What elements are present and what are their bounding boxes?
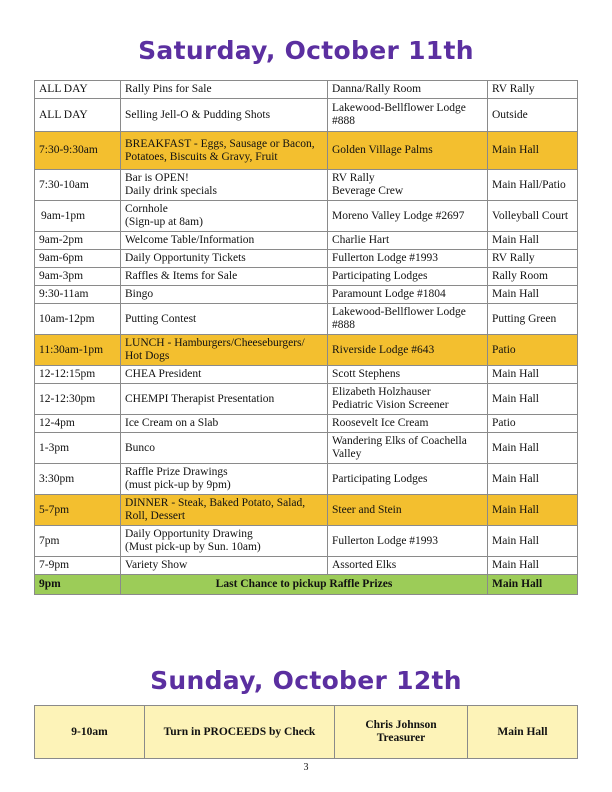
saturday-schedule-body <box>35 81 578 595</box>
schedule-time: 9am-1pm <box>35 201 121 232</box>
saturday-schedule-table <box>34 80 578 595</box>
schedule-host: Fullerton Lodge #1993 <box>328 250 488 268</box>
schedule-host: Elizabeth Holzhauser Pediatric Vision Screener <box>328 384 488 415</box>
schedule-event: Daily Opportunity Tickets <box>121 250 328 268</box>
schedule-host: Golden Village Palms <box>328 132 488 170</box>
schedule-event: Rally Pins for Sale <box>121 81 328 99</box>
schedule-location: RV Rally <box>488 250 578 268</box>
schedule-row <box>35 132 578 170</box>
schedule-host: Danna/Rally Room <box>328 81 488 99</box>
schedule-host: Wandering Elks of Coachella Valley <box>328 433 488 464</box>
schedule-host: Lakewood-Bellflower Lodge #888 <box>328 304 488 335</box>
schedule-location: RV Rally <box>488 81 578 99</box>
schedule-location: Main Hall <box>488 495 578 526</box>
schedule-time: 9am-3pm <box>35 268 121 286</box>
schedule-time: 12-12:30pm <box>35 384 121 415</box>
schedule-time: 7pm <box>35 526 121 557</box>
schedule-time: 12-4pm <box>35 415 121 433</box>
sunday-title: Sunday, October 12th <box>150 666 462 695</box>
schedule-host: Lakewood-Bellflower Lodge #888 <box>328 99 488 132</box>
page-number: 3 <box>303 762 309 773</box>
schedule-time: 9am-6pm <box>35 250 121 268</box>
schedule-event: Putting Contest <box>121 304 328 335</box>
schedule-location: Main Hall <box>488 464 578 495</box>
schedule-host: Participating Lodges <box>328 268 488 286</box>
schedule-event: Variety Show <box>121 557 328 575</box>
schedule-row <box>35 433 578 464</box>
schedule-row <box>35 495 578 526</box>
schedule-time: 1-3pm <box>35 433 121 464</box>
schedule-time: 12-12:15pm <box>35 366 121 384</box>
schedule-time: 10am-12pm <box>35 304 121 335</box>
schedule-row <box>35 232 578 250</box>
schedule-row <box>35 250 578 268</box>
sunday-event: Turn in PROCEEDS by Check <box>145 706 335 759</box>
schedule-time: 11:30am-1pm <box>35 335 121 366</box>
schedule-location: Patio <box>488 335 578 366</box>
final-schedule-row <box>35 575 578 595</box>
schedule-location: Outside <box>488 99 578 132</box>
schedule-event: Selling Jell-O & Pudding Shots <box>121 99 328 132</box>
schedule-row <box>35 286 578 304</box>
schedule-row <box>35 415 578 433</box>
schedule-host: Participating Lodges <box>328 464 488 495</box>
schedule-host: Charlie Hart <box>328 232 488 250</box>
schedule-event: Cornhole (Sign-up at 8am) <box>121 201 328 232</box>
schedule-location: Main Hall <box>488 232 578 250</box>
schedule-host: Paramount Lodge #1804 <box>328 286 488 304</box>
sunday-row <box>35 706 578 759</box>
schedule-event: Bunco <box>121 433 328 464</box>
schedule-host: RV Rally Beverage Crew <box>328 170 488 201</box>
schedule-location: Main Hall/Patio <box>488 170 578 201</box>
schedule-event: Welcome Table/Information <box>121 232 328 250</box>
final-time: 9pm <box>35 575 121 595</box>
schedule-row <box>35 304 578 335</box>
schedule-event: CHEMPI Therapist Presentation <box>121 384 328 415</box>
schedule-event: BREAKFAST - Eggs, Sausage or Bacon, Potatoes, Biscuits & Gravy, Fruit <box>121 132 328 170</box>
schedule-row <box>35 464 578 495</box>
schedule-location: Rally Room <box>488 268 578 286</box>
schedule-location: Main Hall <box>488 384 578 415</box>
schedule-time: 7-9pm <box>35 557 121 575</box>
schedule-event: Bingo <box>121 286 328 304</box>
schedule-host: Roosevelt Ice Cream <box>328 415 488 433</box>
schedule-row <box>35 366 578 384</box>
schedule-location: Patio <box>488 415 578 433</box>
schedule-location: Volleyball Court <box>488 201 578 232</box>
schedule-location: Main Hall <box>488 366 578 384</box>
schedule-event: Ice Cream on a Slab <box>121 415 328 433</box>
schedule-location: Putting Green <box>488 304 578 335</box>
schedule-host: Assorted Elks <box>328 557 488 575</box>
schedule-row <box>35 384 578 415</box>
schedule-row <box>35 81 578 99</box>
schedule-time: 7:30-9:30am <box>35 132 121 170</box>
schedule-time: 3:30pm <box>35 464 121 495</box>
schedule-time: ALL DAY <box>35 81 121 99</box>
schedule-host: Steer and Stein <box>328 495 488 526</box>
saturday-title: Saturday, October 11th <box>138 36 474 65</box>
schedule-time: 7:30-10am <box>35 170 121 201</box>
sunday-schedule-table <box>34 705 578 759</box>
schedule-event: LUNCH - Hamburgers/Cheeseburgers/ Hot Dogs <box>121 335 328 366</box>
schedule-row <box>35 557 578 575</box>
schedule-host: Moreno Valley Lodge #2697 <box>328 201 488 232</box>
final-event: Last Chance to pickup Raffle Prizes <box>121 575 488 595</box>
schedule-row <box>35 99 578 132</box>
schedule-row <box>35 268 578 286</box>
schedule-host: Fullerton Lodge #1993 <box>328 526 488 557</box>
schedule-row <box>35 170 578 201</box>
final-location: Main Hall <box>488 575 578 595</box>
schedule-event: CHEA President <box>121 366 328 384</box>
schedule-row <box>35 335 578 366</box>
schedule-event: Daily Opportunity Drawing (Must pick-up by Sun. 10am) <box>121 526 328 557</box>
schedule-time: 9:30-11am <box>35 286 121 304</box>
schedule-location: Main Hall <box>488 433 578 464</box>
schedule-location: Main Hall <box>488 132 578 170</box>
schedule-time: 9am-2pm <box>35 232 121 250</box>
sunday-location: Main Hall <box>468 706 578 759</box>
schedule-location: Main Hall <box>488 286 578 304</box>
schedule-event: Raffle Prize Drawings (must pick-up by 9pm) <box>121 464 328 495</box>
schedule-time: ALL DAY <box>35 99 121 132</box>
schedule-time: 5-7pm <box>35 495 121 526</box>
schedule-event: Bar is OPEN! Daily drink specials <box>121 170 328 201</box>
sunday-host: Chris Johnson Treasurer <box>335 706 468 759</box>
schedule-location: Main Hall <box>488 526 578 557</box>
schedule-event: DINNER - Steak, Baked Potato, Salad, Roll, Dessert <box>121 495 328 526</box>
schedule-row <box>35 201 578 232</box>
schedule-event: Raffles & Items for Sale <box>121 268 328 286</box>
schedule-host: Scott Stephens <box>328 366 488 384</box>
sunday-time: 9-10am <box>35 706 145 759</box>
schedule-location: Main Hall <box>488 557 578 575</box>
schedule-row <box>35 526 578 557</box>
schedule-host: Riverside Lodge #643 <box>328 335 488 366</box>
